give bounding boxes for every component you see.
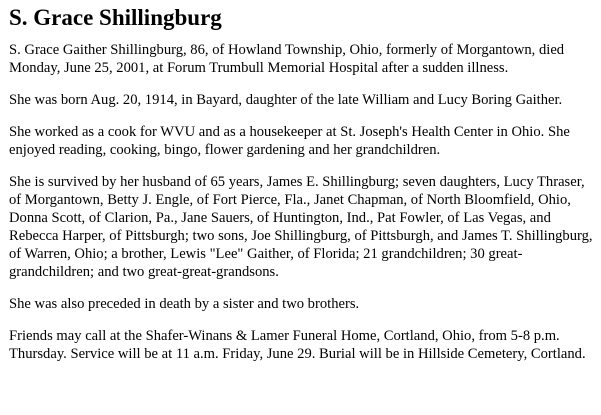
paragraph-arrangements: Friends may call at the Shafer-Winans & Lamer Funeral Home, Cortland, Ohio, from 5-8 p.m. Thursday. Service will be at 11 a.m. Friday, June 29. Burial will be in Hillside Cemetery, Cortland. [9, 328, 586, 362]
page-title: S. Grace Shillingburg [9, 5, 222, 30]
paragraph-work-interests: She worked as a cook for WVU and as a housekeeper at St. Joseph's Health Center in Ohio. She enjoyed reading, cooking, bingo, flower gardening and her grandchildren. [9, 124, 570, 158]
paragraph-survivors: She is survived by her husband of 65 years, James E. Shillingburg; seven daughters, Lucy Thraser, of Morgantown, Betty J. Engle, of Fort Pierce, Fla., Janet Chapman, of North Bloomfield, Ohio, Donna Scott, of Clarion, Pa., Jane Sauers, of Huntington, Ind., Pat Fowler, of Las Vegas, and Rebecca Harper, of Pittsburgh; two sons, Joe Shillingburg, of Pittsburgh, and James T. Shillingburg, of Warren, Ohio; a brother, Lewis "Lee" Gaither, of Florida; 21 grandchildren; 30 great-grandchildren; and two great-great-grandsons. [9, 174, 593, 280]
paragraph-preceded: She was also preceded in death by a sister and two brothers. [9, 296, 360, 312]
paragraph-birth: She was born Aug. 20, 1914, in Bayard, daughter of the late William and Lucy Boring Gaither. [9, 92, 563, 108]
paragraph-death-notice: S. Grace Gaither Shillingburg, 86, of Howland Township, Ohio, formerly of Morgantown, died Monday, June 25, 2001, at Forum Trumbull Memorial Hospital after a sudden illness. [9, 42, 565, 76]
